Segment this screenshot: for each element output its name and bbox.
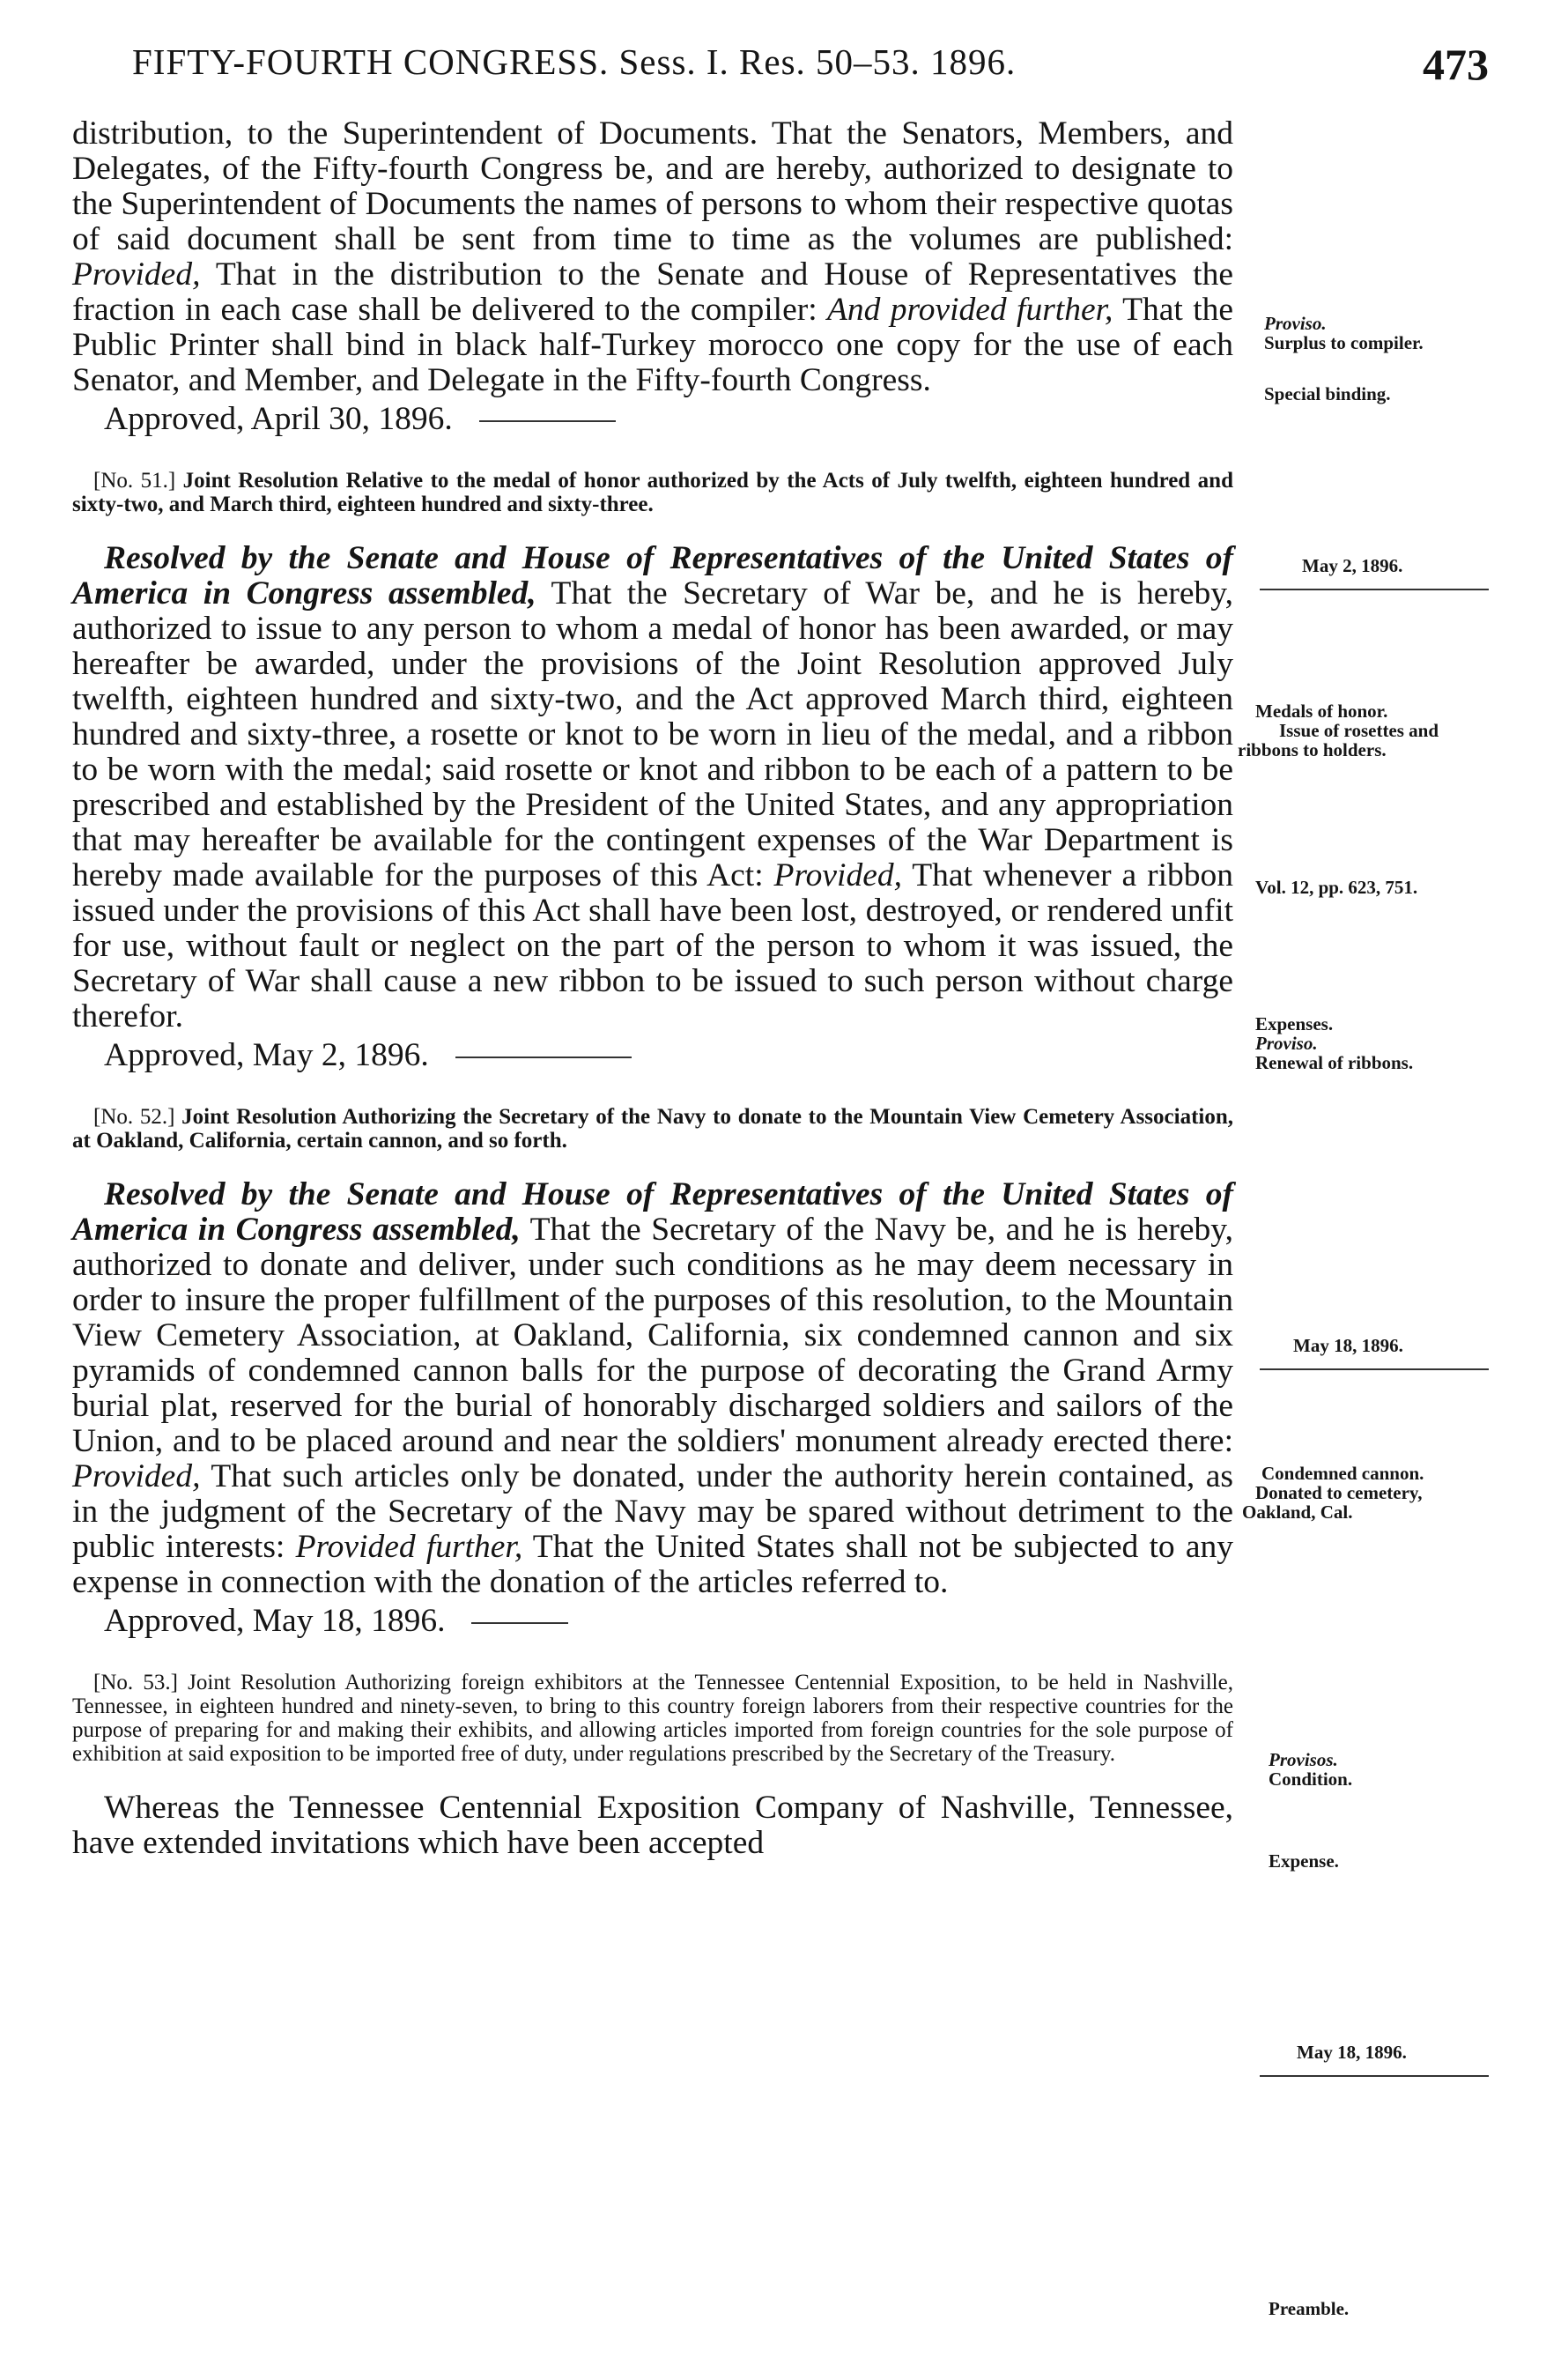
resolution-52-body: Resolved by the Senate and House of Representatives of the United States of America in Congress assembled, That the Secretary of the Navy be, and he is hereby, authorized to donate and deliver, under such conditions as he may deem necessary in order to insure the proper fulfillment of the purposes of this resolution, to the Mountain View Cemetery Association, at Oakland, California, six condemned cannon and six pyramids of condemned cannon balls for the purpose of decorating the Grand Army burial plat, reserved for the burial of honorably discharged soldiers and sailors of the Union, and to be placed around and near the soldiers' monument already erected there: Provided, That such articles only be donated, under the authority herein contained, as in the judgment of the Secretary of the Navy may be spared without detriment to the public interests: Provided further, That the United States shall not be subjected to any expense in connection with the donation of the articles referred to. [72, 1176, 1234, 1600]
side-note-renewal: Renewal of ribbons. [1255, 1052, 1414, 1073]
side-note-date-52: May 18, 1896. [1293, 1335, 1403, 1356]
running-head: FIFTY-FOURTH CONGRESS. Sess. I. Res. 50–53. 1896. [132, 41, 1017, 82]
resolution-51-body: Resolved by the Senate and House of Representatives of the United States of America in Congress assembled, That the Secretary of War be, and he is hereby, authorized to issue to any person to whom a medal of honor has been awarded, or may hereafter be awarded, under the provisions of the Joint Resolution approved July twelfth, eighteen hundred and sixty-two, and the Act approved March third, eighteen hundred and sixty-three, a rosette or knot to be worn in lieu of the medal, and a ribbon to be worn with the medal; said rosette or knot and ribbon to be each of a pattern to be prescribed and established by the President of the United States, and any appropriation that may hereafter be available for the contingent expenses of the War Department is hereby made available for the purposes of this Act: Provided, That whenever a ribbon issued under the provisions of this Act shall have been lost, destroyed, or rendered unfit for use, without fault or neglect on the part of the person to whom it was issued, the Secretary of War shall cause a new ribbon to be issued to such person without charge therefor. [72, 540, 1233, 1034]
approved-line-52: Approved, May 18, 1896. [104, 1604, 1233, 1639]
side-note-cannon: Condemned cannon. [1261, 1463, 1424, 1484]
side-note-proviso: Proviso. [1264, 313, 1327, 334]
page-number: 473 [1423, 40, 1489, 89]
side-note-medals-ribbons: ribbons to holders. [1238, 739, 1387, 760]
side-note-cannon-oakland: Oakland, Cal. [1242, 1501, 1353, 1523]
date-rule-53 [1260, 2075, 1489, 2077]
side-note-date-51: May 2, 1896. [1302, 555, 1403, 576]
side-note-medals-issue: Issue of rosettes and [1279, 720, 1439, 741]
date-rule-52 [1260, 1368, 1489, 1370]
date-rule-51 [1260, 589, 1489, 590]
approved-line-51: Approved, May 2, 1896. [104, 1038, 1233, 1073]
side-note-date-53: May 18, 1896. [1297, 2042, 1407, 2063]
resolution-53-preamble: Whereas the Tennessee Centennial Exposition Company of Nashville, Tennessee, have extended invitations which have been accepted [72, 1790, 1233, 1861]
rule [455, 1057, 632, 1058]
side-note-vol-ref: Vol. 12, pp. 623, 751. [1255, 877, 1418, 898]
side-note-cannon-donated: Donated to cemetery, [1255, 1482, 1423, 1503]
rule [479, 420, 616, 422]
resolution-51-heading: [No. 51.] Joint Resolution Relative to the medal of honor authorized by the Acts of July twelfth, eighteen hundred and sixty-two, and March third, eighteen hundred and sixty-three. [72, 469, 1233, 516]
approved-line-50: Approved, April 30, 1896. [104, 402, 1233, 437]
resolution-52-heading: [No. 52.] Joint Resolution Authorizing the Secretary of the Navy to donate to the Mountain View Cemetery Association, at Oakland, California, certain cannon, and so forth. [72, 1105, 1233, 1153]
side-note-surplus: Surplus to compiler. [1264, 332, 1424, 353]
side-note-expenses: Expenses. [1255, 1013, 1334, 1034]
page-header [132, 41, 1489, 93]
side-note-special-binding: Special binding. [1264, 383, 1391, 404]
side-note-expense: Expense. [1269, 1850, 1339, 1872]
side-note-proviso-2: Proviso. [1255, 1033, 1318, 1054]
side-note-provisos: Provisos. [1269, 1749, 1338, 1770]
rule [471, 1622, 568, 1624]
resolution-50-continuation: distribution, to the Superintendent of Documents. That the Senators, Members, and Delegates, of the Fifty-fourth Congress be, and are hereby, authorized to designate to the Superintendent of Documents the names of persons to whom their respective quotas of said document shall be sent from time to time as the volumes are published: Provided, That in the distribution to the Senate and House of Representatives the fraction in each case shall be delivered to the compiler: And provided further, That the Public Printer shall bind in black half-Turkey morocco one copy for the use of each Senator, and Member, and Delegate in the Fifty-fourth Congress. [72, 115, 1234, 398]
side-note-preamble: Preamble. [1269, 2298, 1350, 2319]
side-note-condition: Condition. [1269, 1768, 1353, 1790]
resolution-53-heading: [No. 53.] Joint Resolution Authorizing foreign exhibitors at the Tennessee Centennial Exposition, to be held in Nashville, Tennessee, in eighteen hundred and ninety-seven, to bring to this country foreign laborers from their respective countries for the purpose of preparing for and making their exhibits, and allowing articles imported from foreign countries for the sole purpose of exhibition at said exposition to be imported free of duty, under regulations prescribed by the Secretary of the Treasury. [72, 1671, 1233, 1766]
main-text-column [72, 116, 1233, 1861]
side-note-medals: Medals of honor. [1255, 701, 1388, 722]
